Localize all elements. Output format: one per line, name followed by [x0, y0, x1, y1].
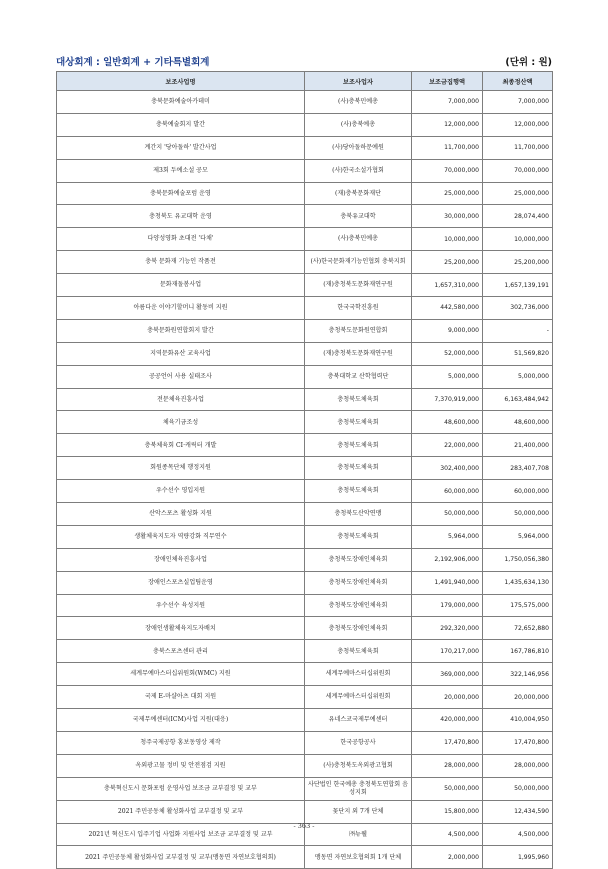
project-name-cell: 계간지 '당아돌하' 발간사업	[57, 136, 305, 159]
table-header-row	[57, 72, 553, 91]
final-amount-cell: 72,652,880	[483, 617, 553, 640]
final-amount-cell: 10,000,000	[483, 228, 553, 251]
executed-amount-cell: 60,000,000	[412, 480, 483, 503]
final-amount-cell: 60,000,000	[483, 480, 553, 503]
table-row	[57, 113, 553, 136]
executed-amount-cell: 2,000,000	[412, 846, 483, 869]
final-amount-cell: 6,163,484,942	[483, 388, 553, 411]
final-amount-cell: 410,004,950	[483, 709, 553, 732]
table-row	[57, 571, 553, 594]
table-row	[57, 709, 553, 732]
table-row	[57, 754, 553, 777]
executed-amount-cell: 30,000,000	[412, 205, 483, 228]
recipient-cell: (사)한국문화재기능인협회 충북지회	[305, 251, 412, 274]
executed-amount-cell: 10,000,000	[412, 228, 483, 251]
final-amount-cell: 51,569,820	[483, 342, 553, 365]
recipient-cell: 유네스코국제무예센터	[305, 709, 412, 732]
executed-amount-cell: 11,700,000	[412, 136, 483, 159]
table-row	[57, 205, 553, 228]
project-name-cell: 문화재돌봄사업	[57, 274, 305, 297]
recipient-cell: 충청북도체육회	[305, 434, 412, 457]
table-row	[57, 846, 553, 869]
recipient-cell: 꽃단지 외 7개 단체	[305, 800, 412, 823]
recipient-cell: 충청북도문화원연합회	[305, 319, 412, 342]
project-name-cell: 충북스포츠센터 관리	[57, 640, 305, 663]
recipient-cell: (사)충청북도옥외광고협회	[305, 754, 412, 777]
project-name-cell: 충북체육회 CI·캐릭터 개발	[57, 434, 305, 457]
recipient-cell: 충북유교대학	[305, 205, 412, 228]
recipient-cell: 충청북도장애인체육회	[305, 548, 412, 571]
table-row	[57, 480, 553, 503]
executed-amount-cell: 22,000,000	[412, 434, 483, 457]
executed-amount-cell: 170,217,000	[412, 640, 483, 663]
final-amount-cell: 70,000,000	[483, 159, 553, 182]
final-amount-cell: 12,434,590	[483, 800, 553, 823]
executed-amount-cell: 420,000,000	[412, 709, 483, 732]
executed-amount-cell: 9,000,000	[412, 319, 483, 342]
table-row	[57, 91, 553, 114]
project-name-cell: 국제 E-마샬아츠 대회 지원	[57, 686, 305, 709]
executed-amount-cell: 28,000,000	[412, 754, 483, 777]
executed-amount-cell: 70,000,000	[412, 159, 483, 182]
final-amount-cell: 322,146,956	[483, 663, 553, 686]
project-name-cell: 청주국제공항 홍보동영상 제작	[57, 731, 305, 754]
final-amount-cell: 175,575,000	[483, 594, 553, 617]
project-name-cell: 2021 주민공동체 활성화사업 교부결정 및 교부	[57, 800, 305, 823]
subsidy-table	[56, 71, 553, 869]
recipient-cell: 한국국학진흥원	[305, 297, 412, 320]
table-row	[57, 434, 553, 457]
executed-amount-cell: 302,400,000	[412, 457, 483, 480]
project-name-cell: 장애인생활체육지도자배치	[57, 617, 305, 640]
executed-amount-cell: 2,192,906,000	[412, 548, 483, 571]
column-header-final-amount: 최종정산액	[483, 72, 553, 91]
column-header-project: 보조사업명	[57, 72, 305, 91]
recipient-cell: 한국공항공사	[305, 731, 412, 754]
project-name-cell: 충북혁신도시 문화포럼 운영사업 보조금 교부결정 및 교부	[57, 777, 305, 800]
project-name-cell: 체육기금조성	[57, 411, 305, 434]
project-name-cell: 우수선수 영입지원	[57, 480, 305, 503]
project-name-cell: 지역문화유산 교육사업	[57, 342, 305, 365]
final-amount-cell: 11,700,000	[483, 136, 553, 159]
executed-amount-cell: 179,000,000	[412, 594, 483, 617]
recipient-cell: (재)충청북도문화재연구원	[305, 274, 412, 297]
recipient-cell: (사)충북민예총	[305, 91, 412, 114]
recipient-cell: 충청북도장애인체육회	[305, 571, 412, 594]
project-name-cell: 충청북도 유교대학 운영	[57, 205, 305, 228]
recipient-cell: 충청북도체육회	[305, 525, 412, 548]
table-row	[57, 640, 553, 663]
table-row	[57, 686, 553, 709]
recipient-cell: 충청북도체육회	[305, 411, 412, 434]
recipient-cell: 맹동면 자연보호협의회 1개 단체	[305, 846, 412, 869]
table-row	[57, 159, 553, 182]
final-amount-cell: 28,074,400	[483, 205, 553, 228]
table-row	[57, 800, 553, 823]
table-row	[57, 525, 553, 548]
executed-amount-cell: 17,470,800	[412, 731, 483, 754]
table-row	[57, 251, 553, 274]
recipient-cell: 사단법인 한국예총 충청북도연합회 음성지회	[305, 777, 412, 800]
executed-amount-cell: 1,657,310,000	[412, 274, 483, 297]
project-name-cell: 우수선수 육성지원	[57, 594, 305, 617]
project-name-cell: 전문체육진흥사업	[57, 388, 305, 411]
table-row	[57, 182, 553, 205]
recipient-cell: (재)충청북도문화재연구원	[305, 342, 412, 365]
executed-amount-cell: 292,320,000	[412, 617, 483, 640]
project-name-cell: 다양성영화 초대전 '다채'	[57, 228, 305, 251]
project-name-cell: 산악스포츠 활성화 지원	[57, 503, 305, 526]
final-amount-cell: -	[483, 319, 553, 342]
table-row	[57, 274, 553, 297]
project-name-cell: 장애인체육진흥사업	[57, 548, 305, 571]
table-row	[57, 457, 553, 480]
page-title: 대상회계 : 일반회계 + 기타특별회계	[56, 57, 210, 68]
table-row	[57, 594, 553, 617]
recipient-cell: 충청북도장애인체육회	[305, 594, 412, 617]
project-name-cell: 국제무예센터(ICM)사업 지원(대응)	[57, 709, 305, 732]
table-header-bar	[56, 56, 552, 70]
executed-amount-cell: 5,000,000	[412, 365, 483, 388]
executed-amount-cell: 7,370,919,000	[412, 388, 483, 411]
final-amount-cell: 5,000,000	[483, 365, 553, 388]
final-amount-cell: 48,600,000	[483, 411, 553, 434]
executed-amount-cell: 4,500,000	[412, 823, 483, 846]
table-row	[57, 777, 553, 800]
recipient-cell: 충청북도체육회	[305, 640, 412, 663]
executed-amount-cell: 15,800,000	[412, 800, 483, 823]
table-row	[57, 388, 553, 411]
project-name-cell: 2021 주민공동체 활성화사업 교부결정 및 교부(맹동면 자연보호협의회)	[57, 846, 305, 869]
executed-amount-cell: 25,000,000	[412, 182, 483, 205]
table-row	[57, 342, 553, 365]
executed-amount-cell: 5,964,000	[412, 525, 483, 548]
table-row	[57, 228, 553, 251]
executed-amount-cell: 25,200,000	[412, 251, 483, 274]
final-amount-cell: 5,964,000	[483, 525, 553, 548]
project-name-cell: 세계무예마스터십위원회(WMC) 지원	[57, 663, 305, 686]
recipient-cell: ㈜뉴웰	[305, 823, 412, 846]
final-amount-cell: 7,000,000	[483, 91, 553, 114]
executed-amount-cell: 52,000,000	[412, 342, 483, 365]
project-name-cell: 옥외광고물 정비 및 안전점검 지원	[57, 754, 305, 777]
executed-amount-cell: 20,000,000	[412, 686, 483, 709]
table-row	[57, 365, 553, 388]
recipient-cell: (사)당아돌하문예원	[305, 136, 412, 159]
recipient-cell: (재)충북문화재단	[305, 182, 412, 205]
table-row	[57, 548, 553, 571]
final-amount-cell: 4,500,000	[483, 823, 553, 846]
project-name-cell: 2021년 혁신도시 입주기업 사업화 지원사업 보조금 교부결정 및 교부	[57, 823, 305, 846]
executed-amount-cell: 369,000,000	[412, 663, 483, 686]
final-amount-cell: 28,000,000	[483, 754, 553, 777]
project-name-cell: 충북문화예술아카데미	[57, 91, 305, 114]
recipient-cell: (사)한국소설가협회	[305, 159, 412, 182]
page-number: - 363 -	[293, 822, 315, 830]
recipient-cell: 충청북도산악연맹	[305, 503, 412, 526]
recipient-cell: 세계무예마스터십위원회	[305, 686, 412, 709]
executed-amount-cell: 442,580,000	[412, 297, 483, 320]
table-row	[57, 503, 553, 526]
final-amount-cell: 12,000,000	[483, 113, 553, 136]
project-name-cell: 공공언어 사용 실태조사	[57, 365, 305, 388]
executed-amount-cell: 7,000,000	[412, 91, 483, 114]
recipient-cell: 충청북도체육회	[305, 480, 412, 503]
project-name-cell: 제3회 두예소설 공모	[57, 159, 305, 182]
table-row	[57, 411, 553, 434]
final-amount-cell: 1,750,056,380	[483, 548, 553, 571]
recipient-cell: (사)충북예총	[305, 113, 412, 136]
recipient-cell: (사)충북민예총	[305, 228, 412, 251]
table-row	[57, 136, 553, 159]
column-header-recipient: 보조사업자	[305, 72, 412, 91]
table-body	[57, 91, 553, 869]
recipient-cell: 충청북도체육회	[305, 457, 412, 480]
project-name-cell: 회원종목단체 행정지원	[57, 457, 305, 480]
executed-amount-cell: 50,000,000	[412, 777, 483, 800]
final-amount-cell: 1,995,960	[483, 846, 553, 869]
executed-amount-cell: 1,491,940,000	[412, 571, 483, 594]
final-amount-cell: 302,736,000	[483, 297, 553, 320]
recipient-cell: 세계무예마스터십위원회	[305, 663, 412, 686]
project-name-cell: 충북문화예술포럼 운영	[57, 182, 305, 205]
table-row	[57, 319, 553, 342]
table-row	[57, 297, 553, 320]
final-amount-cell: 1,435,634,130	[483, 571, 553, 594]
project-name-cell: 충북 문화재 기능인 작품전	[57, 251, 305, 274]
project-name-cell: 아름다운 이야기할머니 활동비 지원	[57, 297, 305, 320]
project-name-cell: 충북예술회지 발간	[57, 113, 305, 136]
final-amount-cell: 25,000,000	[483, 182, 553, 205]
unit-label: (단위 : 원)	[505, 57, 552, 68]
final-amount-cell: 50,000,000	[483, 777, 553, 800]
executed-amount-cell: 50,000,000	[412, 503, 483, 526]
final-amount-cell: 25,200,000	[483, 251, 553, 274]
final-amount-cell: 21,400,000	[483, 434, 553, 457]
project-name-cell: 장애인스포츠실업팀운영	[57, 571, 305, 594]
recipient-cell: 충청북도체육회	[305, 388, 412, 411]
final-amount-cell: 167,786,810	[483, 640, 553, 663]
executed-amount-cell: 12,000,000	[412, 113, 483, 136]
final-amount-cell: 1,657,139,191	[483, 274, 553, 297]
final-amount-cell: 20,000,000	[483, 686, 553, 709]
recipient-cell: 충청북도장애인체육회	[305, 617, 412, 640]
final-amount-cell: 283,407,708	[483, 457, 553, 480]
column-header-executed-amount: 보조금집행액	[412, 72, 483, 91]
executed-amount-cell: 48,600,000	[412, 411, 483, 434]
project-name-cell: 충북문화원연합회지 발간	[57, 319, 305, 342]
table-row	[57, 731, 553, 754]
final-amount-cell: 50,000,000	[483, 503, 553, 526]
recipient-cell: 충북대학교 산학협력단	[305, 365, 412, 388]
final-amount-cell: 17,470,800	[483, 731, 553, 754]
table-row	[57, 663, 553, 686]
project-name-cell: 생활체육지도자 역량강화 직무연수	[57, 525, 305, 548]
table-row	[57, 617, 553, 640]
